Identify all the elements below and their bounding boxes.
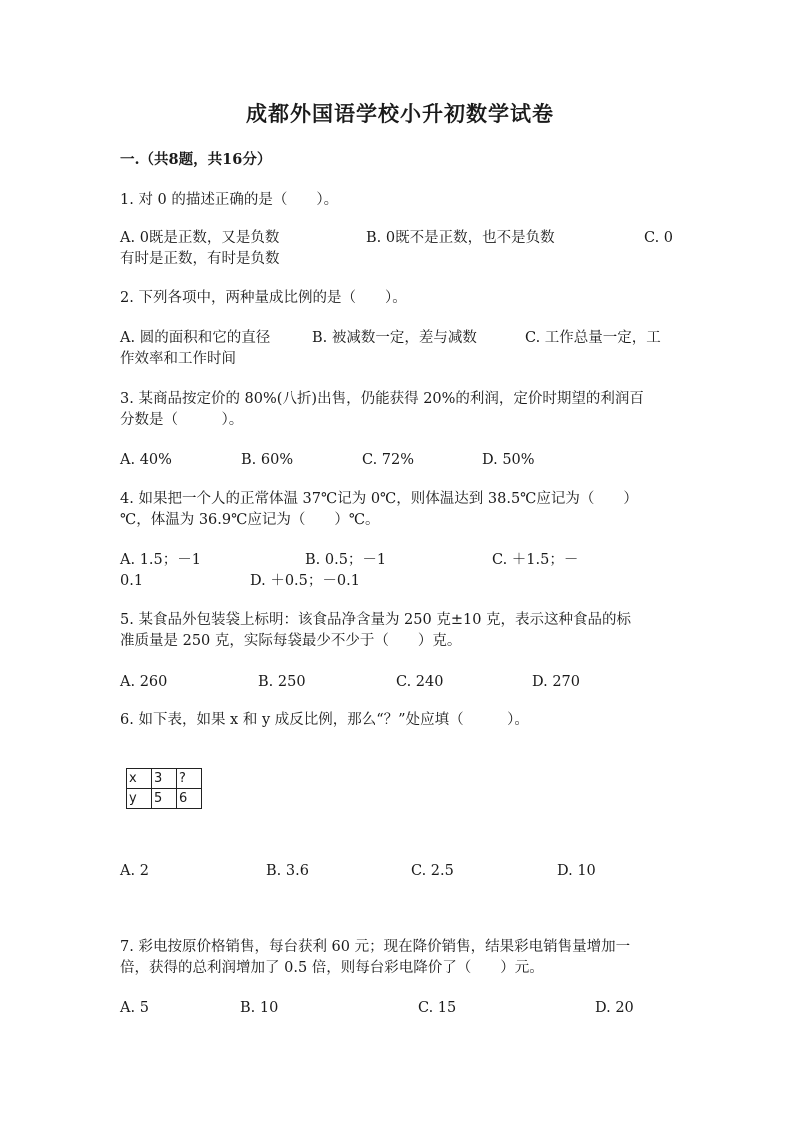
table-cell: 5 [152,789,177,809]
question-2-option-b: B. 被减数一定，差与减数 [312,330,477,346]
question-4-option-c-cont: 0.1 [120,573,144,589]
question-5-option-b: B. 250 [258,674,306,690]
question-7-option-d: D. 20 [595,1000,634,1016]
table-row [127,769,202,789]
question-4-stem-line-2: ℃，体温为 36.9℃应记为（ ）℃。 [120,512,380,528]
question-4-option-d: D. ＋0.5；－0.1 [250,573,360,589]
question-4-option-b: B. 0.5；－1 [305,552,387,568]
table-cell: x [127,769,152,789]
question-3-option-d: D. 50% [482,452,535,468]
table-cell: 6 [177,789,202,809]
question-2-option-a: A. 圆的面积和它的直径 [120,330,271,346]
table-cell: y [127,789,152,809]
question-5-option-a: A. 260 [120,674,168,690]
question-5-stem-line-1: 5. 某食品外包装袋上标明：该食品净含量为 250 克±10 克，表示这种食品的标 [120,612,632,628]
question-6-option-c: C. 2.5 [411,863,454,879]
table-cell: 3 [152,769,177,789]
question-2-option-c: C. 工作总量一定，工 [525,330,661,346]
question-7-option-b: B. 10 [240,1000,279,1016]
question-5-option-c: C. 240 [396,674,444,690]
question-4-option-c: C. ＋1.5；－ [492,552,579,568]
question-1-option-c-cont: 有时是正数，有时是负数 [120,251,280,267]
question-3-option-c: C. 72% [362,452,415,468]
question-6-option-b: B. 3.6 [266,863,309,879]
table-cell: ? [177,769,202,789]
question-1-option-c: C. 0 [644,230,674,246]
table-row [127,789,202,809]
question-6-option-a: A. 2 [120,863,149,879]
question-3-option-a: A. 40% [120,452,172,468]
question-3-option-b: B. 60% [241,452,294,468]
question-6-option-d: D. 10 [557,863,596,879]
section-heading: 一.（共8题，共16分） [120,151,272,168]
xy-table [126,768,202,809]
page-title: 成都外国语学校小升初数学试卷 [246,101,554,126]
question-4-stem-line-1: 4. 如果把一个人的正常体温 37℃记为 0℃，则体温达到 38.5℃应记为（ ） [120,491,638,507]
question-5-stem-line-2: 准质量是 250 克，实际每袋最少不少于（ ）克。 [120,633,462,649]
question-7-stem-line-2: 倍，获得的总利润增加了 0.5 倍，则每台彩电降价了（ ）元。 [120,960,544,976]
question-4-option-a: A. 1.5；－1 [120,552,201,568]
question-3-stem-line-1: 3. 某商品按定价的 80%(八折)出售，仍能获得 20%的利润，定价时期望的利润百 [120,391,644,407]
question-6-stem: 6. 如下表，如果 x 和 y 成反比例，那么“？”处应填（ ）。 [120,712,529,728]
question-1-stem: 1. 对 0 的描述正确的是（ ）。 [120,192,339,208]
question-5-option-d: D. 270 [532,674,581,690]
question-3-stem-line-2: 分数是（ ）。 [120,412,244,428]
question-7-option-c: C. 15 [418,1000,457,1016]
question-2-stem: 2. 下列各项中，两种量成比例的是（ ）。 [120,290,407,306]
question-1-option-a: A. 0既是正数，又是负数 [120,230,280,246]
question-2-option-c-cont: 作效率和工作时间 [120,351,236,367]
question-7-stem-line-1: 7. 彩电按原价格销售，每台获利 60 元；现在降价销售，结果彩电销售量增加一 [120,939,631,955]
question-1-option-b: B. 0既不是正数，也不是负数 [366,230,555,246]
question-7-option-a: A. 5 [120,1000,149,1016]
